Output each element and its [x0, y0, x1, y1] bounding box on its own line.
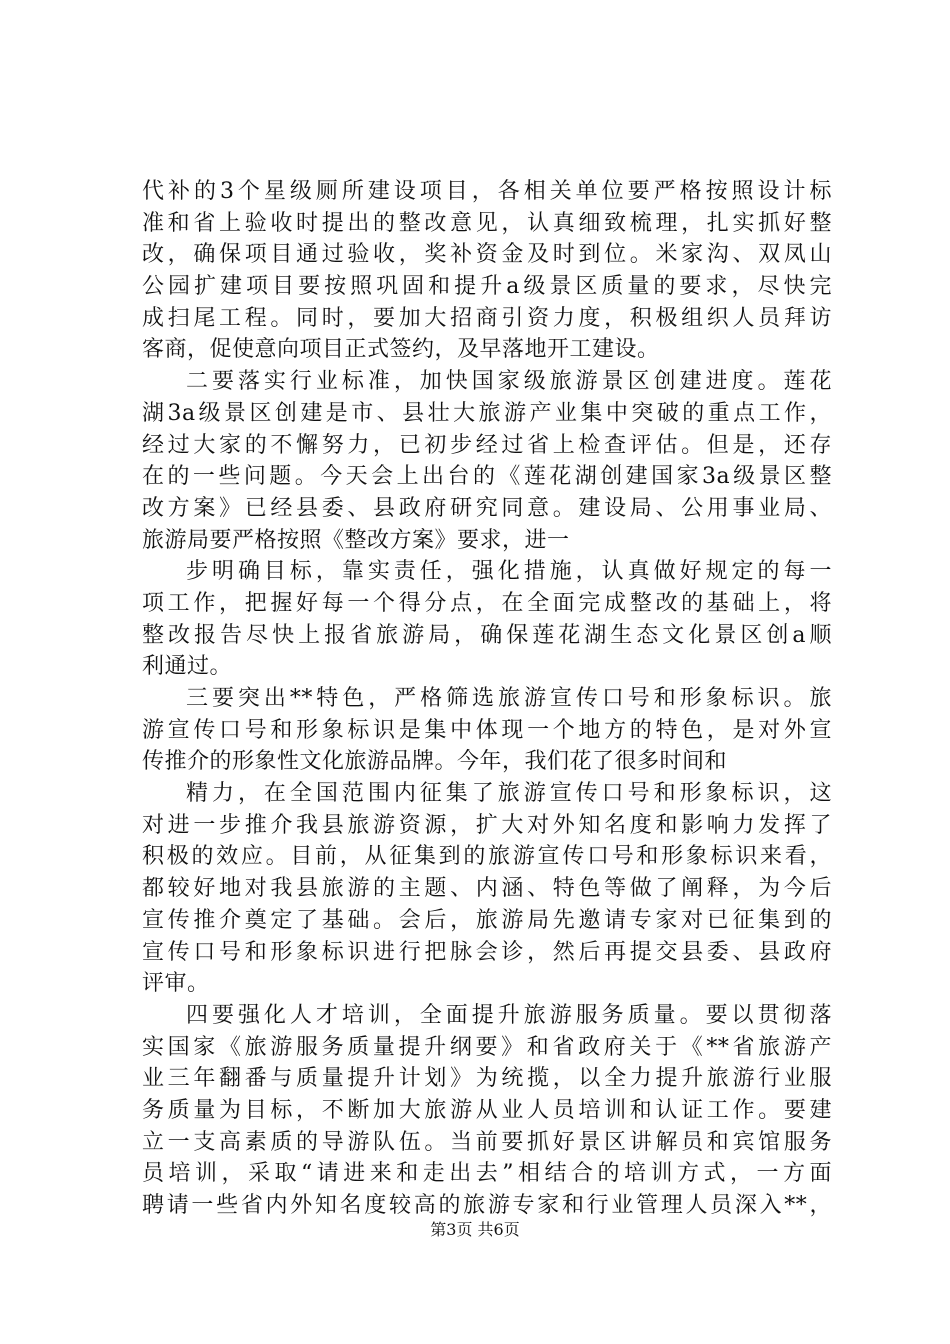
text-line: 客商，促使意向项目正式签约，及早落地开工建设。: [142, 337, 660, 363]
text-line: 项工作，把握好每一个得分点，在全面完成整改的基础上，将: [142, 590, 832, 616]
text-line: 宣传口号和形象标识进行把脉会诊，然后再提交县委、县政府: [142, 939, 832, 965]
text-line: 改方案》已经县委、县政府研究同意。建设局、公用事业局、: [142, 495, 832, 521]
text-line: 改，确保项目通过验收，奖补资金及时到位。米家沟、双凤山: [142, 242, 832, 268]
text-line: 二要落实行业标准，加快国家级旅游景区创建进度。莲花: [186, 369, 832, 395]
text-line: 代补的3个星级厕所建设项目，各相关单位要严格按照设计标: [142, 179, 832, 204]
text-line: 积极的效应。目前，从征集到的旅游宣传口号和形象标识来看，: [142, 844, 832, 870]
text-line: 整改报告尽快上报省旅游局，确保莲花湖生态文化景区创a顺: [142, 622, 832, 648]
text-line: 利通过。: [142, 654, 233, 680]
page-number-footer: 第3页 共6页: [430, 1220, 520, 1239]
text-line: 步明确目标，靠实责任，强化措施，认真做好规定的每一: [186, 559, 832, 585]
text-line: 评审。: [142, 971, 210, 997]
text-line: 宣传推介奠定了基础。会后，旅游局先邀请专家对已征集到的: [142, 907, 832, 933]
text-line: 对进一步推介我县旅游资源，扩大对外知名度和影响力发挥了: [142, 812, 832, 838]
text-line: 聘请一些省内外知名度较高的旅游专家和行业管理人员深入**，: [142, 1193, 832, 1218]
text-line: 实国家《旅游服务质量提升纲要》和省政府关于《**省旅游产: [142, 1034, 832, 1060]
text-line: 在的一些问题。今天会上出台的《莲花湖创建国家3a级景区整: [142, 464, 832, 490]
text-line: 游宣传口号和形象标识是集中体现一个地方的特色，是对外宣: [142, 717, 832, 743]
text-line: 成扫尾工程。同时，要加大招商引资力度，积极组织人员拜访: [142, 305, 832, 331]
text-line: 传推介的形象性文化旅游品牌。今年，我们花了很多时间和: [142, 749, 728, 775]
text-line: 旅游局要严格按照《整改方案》要求，进一: [142, 527, 570, 553]
text-line: 都较好地对我县旅游的主题、内涵、特色等做了阐释，为今后: [142, 876, 832, 902]
text-line: 湖3a级景区创建是市、县壮大旅游产业集中突破的重点工作，: [142, 400, 832, 426]
text-line: 准和省上验收时提出的整改意见，认真细致梳理，扎实抓好整: [142, 210, 832, 236]
text-line: 三要突出**特色，严格筛选旅游宣传口号和形象标识。旅: [186, 686, 832, 711]
text-line: 员培训，采取“请进来和走出去”相结合的培训方式，一方面: [142, 1161, 832, 1187]
text-line: 业三年翻番与质量提升计划》为统揽，以全力提升旅游行业服: [142, 1066, 832, 1092]
text-line: 公园扩建项目要按照巩固和提升a级景区质量的要求，尽快完: [142, 274, 832, 300]
text-line: 四要强化人才培训，全面提升旅游服务质量。要以贯彻落: [186, 1002, 832, 1028]
body-text: [142, 176, 832, 1222]
text-line: 精力，在全国范围内征集了旅游宣传口号和形象标识，这: [186, 781, 832, 807]
text-line: 经过大家的不懈努力，已初步经过省上检查评估。但是，还存: [142, 432, 832, 458]
text-line: 务质量为目标，不断加大旅游从业人员培训和认证工作。要建: [142, 1097, 832, 1123]
text-line: 立一支高素质的导游队伍。当前要抓好景区讲解员和宾馆服务: [142, 1129, 832, 1155]
